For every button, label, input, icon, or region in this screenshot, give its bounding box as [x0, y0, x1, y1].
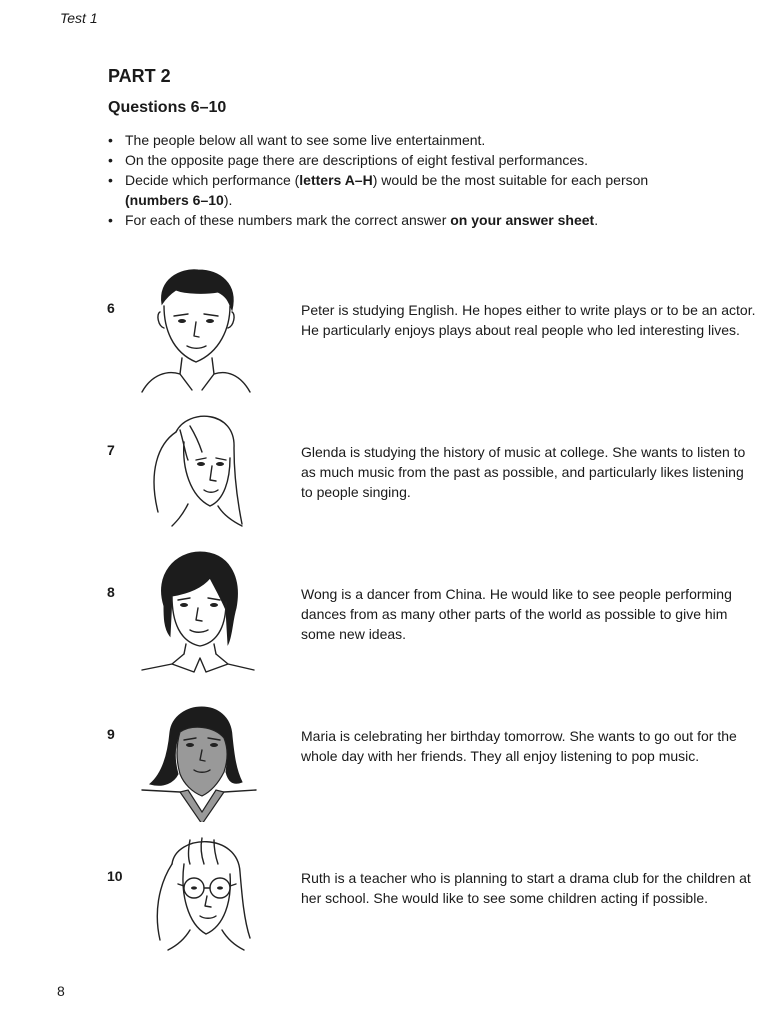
woman-long-hair-portrait-icon	[132, 408, 262, 538]
person-item	[0, 550, 768, 680]
person-item	[0, 408, 768, 538]
question-number: 7	[107, 442, 115, 458]
woman-glasses-portrait-icon	[132, 834, 262, 964]
questions-title: Questions 6–10	[108, 99, 227, 116]
man-collar-portrait-icon	[132, 550, 262, 680]
question-number: 6	[107, 300, 115, 316]
person-item	[0, 834, 768, 964]
page-number: 8	[57, 983, 65, 999]
test-label: Test 1	[60, 10, 98, 26]
woman-dark-hair-portrait-icon	[132, 692, 262, 822]
instructions-list	[108, 130, 668, 230]
instruction-item: • Decide which performance (letters A–H) would be the most suitable for each person (numbers 6–10).	[108, 170, 668, 210]
person-item	[0, 266, 768, 396]
person-description: Glenda is studying the history of music at college. She wants to listen to as much music from the past as possible, and particularly likes listening to people singing.	[301, 444, 746, 500]
part-title: PART 2	[108, 66, 171, 86]
man-portrait-icon	[132, 266, 262, 396]
person-description: Peter is studying English. He hopes either to write plays or to be an actor. He particularly enjoys plays about real people who led interesting lives.	[301, 302, 756, 338]
person-description: Maria is celebrating her birthday tomorrow. She wants to go out for the whole day with her friends. They all enjoy listening to pop music.	[301, 728, 737, 764]
instruction-item: • For each of these numbers mark the correct answer on your answer sheet.	[108, 210, 668, 230]
person-item	[0, 692, 768, 822]
instruction-item: • The people below all want to see some live entertainment.	[108, 130, 668, 150]
person-description: Wong is a dancer from China. He would like to see people performing dances from as many other parts of the world as possible to give him some new ideas.	[301, 586, 732, 642]
question-number: 8	[107, 584, 115, 600]
question-number: 10	[107, 868, 123, 884]
instruction-item: • On the opposite page there are descriptions of eight festival performances.	[108, 150, 668, 170]
question-number: 9	[107, 726, 115, 742]
person-description: Ruth is a teacher who is planning to start a drama club for the children at her school. She would like to see some children acting if possible.	[301, 870, 751, 906]
